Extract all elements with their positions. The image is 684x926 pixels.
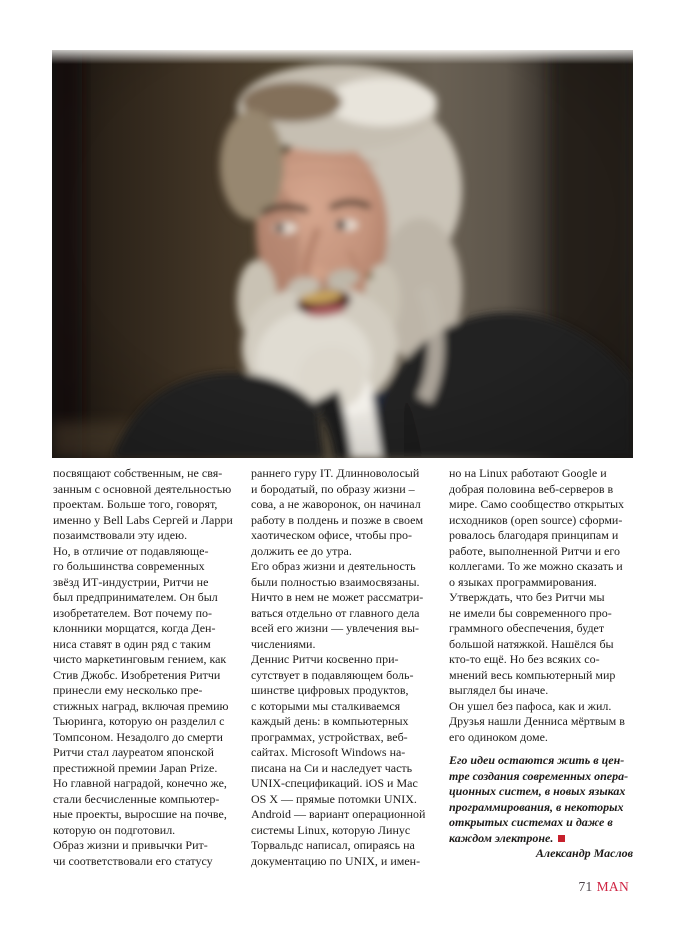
text-line: Его образ жизни и деятельность xyxy=(251,559,416,573)
page-number: 71 xyxy=(578,879,593,894)
text-line: Но, в отличие от подавляюще- xyxy=(53,543,209,558)
text-line: шинстве цифровых продуктов, xyxy=(251,683,409,697)
text-line: го большинства современных xyxy=(53,559,205,573)
author-byline: Александр Маслов xyxy=(535,846,633,860)
text-line: изобретателем. Вот почему по- xyxy=(53,605,212,620)
text-line: программирования, в некоторых xyxy=(449,799,624,814)
text-line: проектам. Больше того, говорят, xyxy=(53,497,218,511)
text-line: ровалось благодаря принципам и xyxy=(449,528,619,542)
text-line: хаотическом офисе, чтобы про- xyxy=(251,528,412,542)
text-line: раннего гуру IT. Длинноволосый xyxy=(251,466,420,480)
text-line: Но главной наградой, конечно же, xyxy=(53,776,227,790)
text-line: граммного обеспечения, будет xyxy=(449,621,605,635)
portrait-photo-graphic xyxy=(52,50,633,458)
text-line: были полностью взаимосвязаны. xyxy=(251,574,420,589)
text-line: OS X — прямые потомки UNIX. xyxy=(251,791,417,806)
text-line: Ритчи стал лауреатом японской xyxy=(53,745,214,759)
text-line: Ничто в нем не может рассматри- xyxy=(251,590,424,604)
text-line: большой натяжкой. Нашёлся бы xyxy=(449,636,614,651)
text-line: открытых системах и даже в xyxy=(449,815,613,829)
text-line: сайтах. Microsoft Windows на- xyxy=(251,745,406,759)
text-line: Он ушел без пафоса, как и жил. xyxy=(449,698,612,713)
text-line: Android — вариант операционной xyxy=(251,807,426,821)
text-line: принесли ему несколько пре- xyxy=(53,683,203,697)
text-line: Томпсоном. Незадолго до смерти xyxy=(53,729,223,744)
text-line: занным с основной деятельностью xyxy=(53,481,232,496)
text-line: не имели бы современного про- xyxy=(449,605,612,620)
text-line: звёзд ИТ-индустрии, Ритчи не xyxy=(53,574,209,589)
text-line: UNIX-спецификаций. iOS и Mac xyxy=(251,776,418,790)
closing-paragraph xyxy=(449,753,633,846)
text-line: кто-то ещё. Но без всяких со- xyxy=(449,652,600,666)
text-line: писана на Си и наследует часть xyxy=(251,760,413,775)
text-line: коллегами. То же можно сказать и xyxy=(449,559,623,573)
text-line: сова, а не жаворонок, он начинал xyxy=(251,497,421,511)
text-line: мнений весь компьютерный мир xyxy=(449,667,616,682)
text-line: числениями. xyxy=(251,636,316,651)
text-line: клонники морщатся, когда Ден- xyxy=(53,621,216,635)
text-column-3 xyxy=(449,466,633,862)
text-line: сутствует в подавляющем боль- xyxy=(251,667,414,682)
text-line: мире. Само сообщество открытых xyxy=(449,497,625,511)
text-line: Деннис Ритчи косвенно при- xyxy=(251,652,399,666)
text-line: выглядел бы иначе. xyxy=(449,683,549,697)
text-line: программах, устройствах, веб- xyxy=(251,729,408,744)
page-footer xyxy=(578,879,629,895)
magazine-brand: MAN xyxy=(596,879,629,894)
text-line: стали бесчисленные компьютер- xyxy=(53,791,220,806)
text-column-1 xyxy=(53,466,243,869)
end-of-article-mark xyxy=(558,835,565,842)
text-line: системы Linux, которую Линус xyxy=(251,822,411,837)
text-line: Образ жизни и привычки Рит- xyxy=(53,838,208,852)
text-line: ные проекты, выросшие на почве, xyxy=(53,807,227,821)
text-line: Друзья нашли Денниса мёртвым в xyxy=(449,714,625,728)
text-line: с которыми мы сталкиваемся xyxy=(251,698,401,713)
text-line: его одиноком доме. xyxy=(449,729,548,744)
column-3-text xyxy=(449,466,633,745)
text-line: документацию по UNIX, и имен- xyxy=(251,853,421,868)
text-line: Торвальдс написал, опираясь на xyxy=(251,838,415,852)
text-line: исходников (open source) сформи- xyxy=(449,512,623,527)
text-line: чисто маркетинговым гением, как xyxy=(53,652,227,666)
article-photo xyxy=(52,50,633,458)
text-line: Утверждать, что без Ритчи мы xyxy=(449,590,605,604)
text-line: должить ее до утра. xyxy=(251,543,352,558)
text-line: стижных наград, включая премию xyxy=(53,698,229,713)
text-line: но на Linux работают Google и xyxy=(449,466,607,480)
text-line: ционных систем, в новых языках xyxy=(449,784,626,798)
text-line: каждый день: в компьютерных xyxy=(251,714,409,728)
text-line: каждом электроне. xyxy=(449,831,633,847)
text-line: о языках программирования. xyxy=(449,574,597,589)
text-line: работу в полдень и позже в своем xyxy=(251,512,424,527)
text-line: позаимствовали эту идею. xyxy=(53,528,188,542)
text-line: чи соответствовали его статусу xyxy=(53,853,213,868)
text-line: именно у Bell Labs Сергей и Ларри xyxy=(53,512,233,527)
text-line: всей его жизни — увлечения вы- xyxy=(251,621,420,635)
text-line: работе, выполненной Ритчи и его xyxy=(449,543,621,558)
text-line: добрая половина веб-серверов в xyxy=(449,481,614,496)
text-line: Его идеи остаются жить в цен- xyxy=(449,753,625,767)
text-line: ниса ставят в один ряд с таким xyxy=(53,636,211,651)
text-line: был предпринимателем. Он был xyxy=(53,590,218,604)
text-line: и бородатый, по образу жизни – xyxy=(251,481,415,496)
text-line: ваться отдельно от главного дела xyxy=(251,605,420,620)
text-line: Тьюринга, которую он разделил с xyxy=(53,714,225,728)
text-line: которую он подготовил. xyxy=(53,822,176,837)
text-column-2 xyxy=(251,466,441,869)
text-line: посвящают собственным, не свя- xyxy=(53,466,223,480)
text-line: тре создания современных опера- xyxy=(449,768,629,783)
text-line: Стив Джобс. Изобретения Ритчи xyxy=(53,667,221,682)
text-line: престижной премии Japan Prize. xyxy=(53,760,218,775)
